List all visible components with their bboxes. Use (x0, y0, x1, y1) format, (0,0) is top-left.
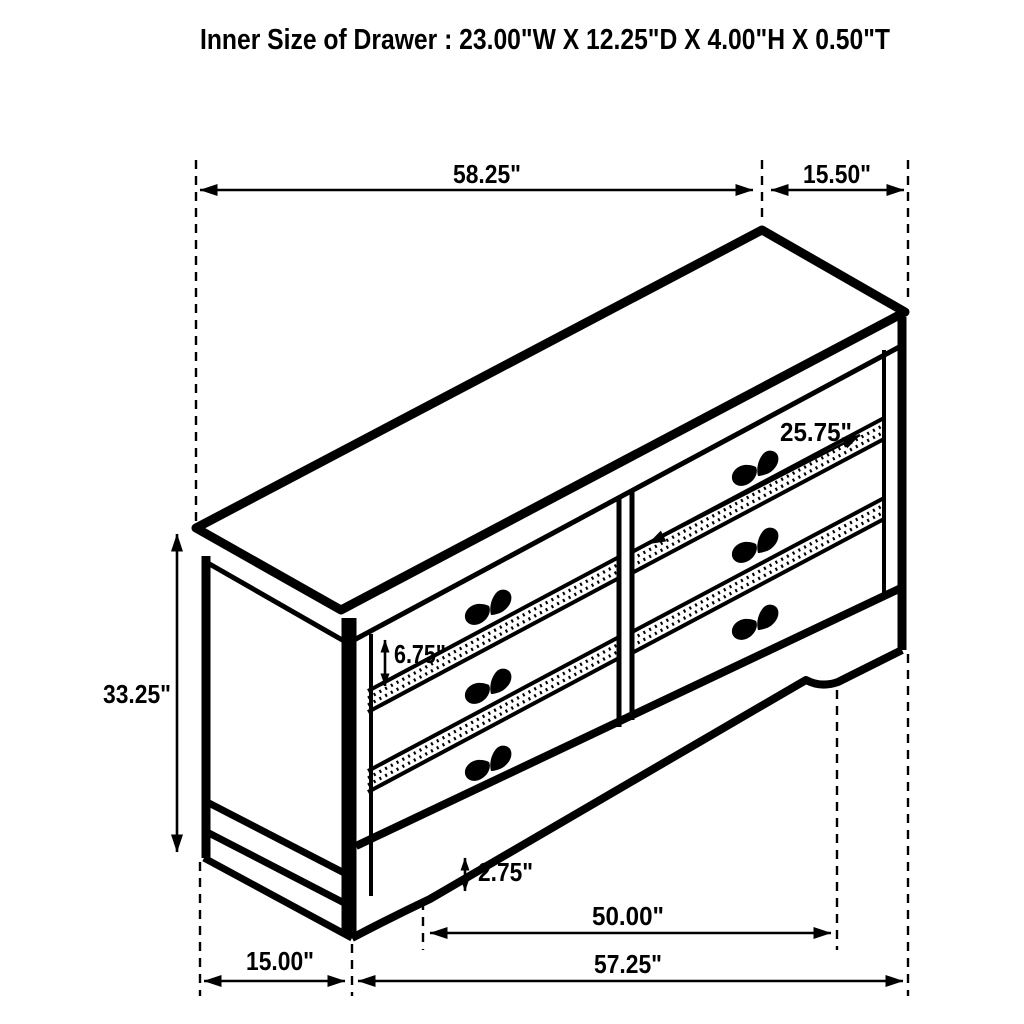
bottom-depth-label: 15.00" (246, 946, 314, 976)
drawer-width-label: 25.75" (780, 417, 852, 447)
bottom-width-label: 57.25" (594, 949, 662, 979)
leg-spacing-label: 50.00" (592, 901, 664, 931)
base-height-label: 2.75" (478, 857, 533, 887)
drawer-face-height-label: 6.75" (394, 639, 446, 669)
top-width-label: 58.25" (453, 159, 521, 189)
top-depth-label: 15.50" (803, 159, 871, 189)
page-title: Inner Size of Drawer : 23.00"W X 12.25"D X 4.00"H X 0.50"T (200, 24, 891, 56)
overall-height-label: 33.25" (103, 679, 171, 709)
dresser-drawing (196, 230, 905, 940)
